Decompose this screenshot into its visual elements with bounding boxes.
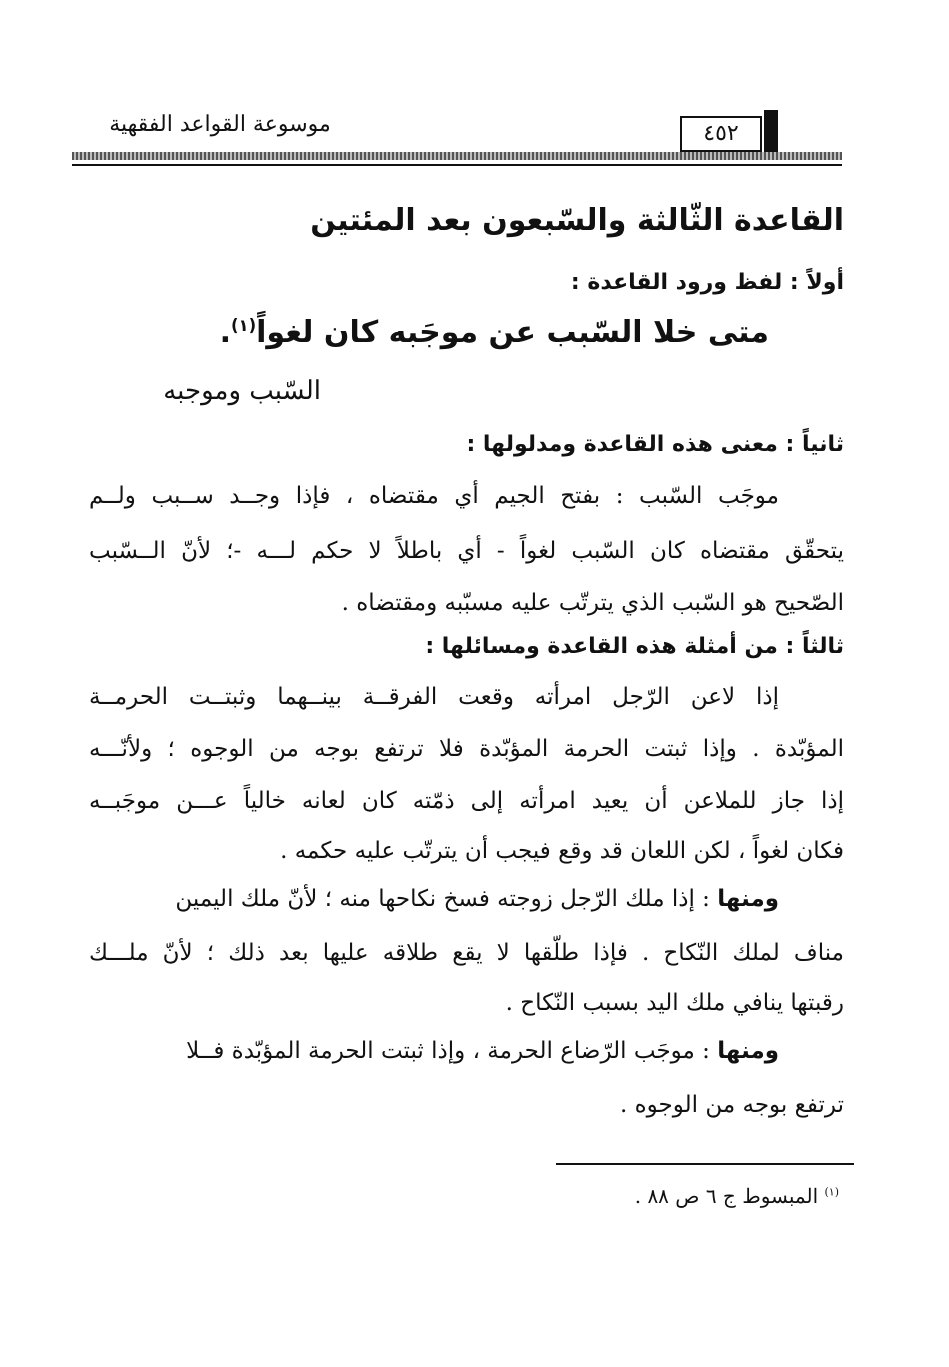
main-title: القاعدة الثّالثة والسّبعون بعد المئتين bbox=[310, 203, 844, 238]
section-heading-2: ثانياً : معنى هذه القاعدة ومدلولها : bbox=[466, 432, 844, 457]
example2-line-3: رقبتها ينافي ملك اليد بسبب النّكاح . bbox=[505, 990, 844, 1016]
rule-statement: متى خلا السّبب عن موجَبه كان لغواً$^{(١)}$. bbox=[219, 315, 769, 350]
section-heading-3: ثالثاً : من أمثلة هذه القاعدة ومسائلها : bbox=[425, 634, 844, 659]
section-heading-1: أولاً : لفظ ورود القاعدة : bbox=[570, 270, 844, 295]
example2-line-1 bbox=[175, 888, 779, 911]
example1-line-1: إذا لاعن الرّجل امرأته وقعت الفرقــة بينــهما وثبتــت الحرمــة bbox=[89, 684, 779, 710]
header-pattern-band bbox=[72, 152, 842, 160]
example1-line-4: فكان لغواً ، لكن اللعان قد وقع فيجب أن يترتّب عليه حكمه . bbox=[280, 838, 844, 864]
footnote bbox=[635, 1186, 839, 1206]
meaning-line-3: الصّحيح هو السّبب الذي يترتّب عليه مسبّبه ومقتضاه . bbox=[341, 590, 844, 616]
footnote-rule bbox=[556, 1163, 854, 1165]
example1-line-2: المؤبّدة . وإذا ثبتت الحرمة المؤبّدة فلا ترتفع بوجه من الوجوه ؛ ولأنّـــه bbox=[89, 736, 844, 762]
page-number: ٤٥٢ bbox=[680, 116, 762, 152]
meaning-line-1: موجَب السّبب : بفتح الجيم أي مقتضاه ، فإذا وجــد ســبب ولــم bbox=[89, 483, 779, 509]
footnote-text: المبسوط ج ٦ ص ٨٨ . bbox=[634, 1184, 819, 1208]
example3-lead: ومنها bbox=[717, 1038, 779, 1064]
example2-line-2: مناف لملك النّكاح . فإذا طلّقها لا يقع طلاقه عليها بعد ذلك ؛ لأنّ ملـــك bbox=[89, 940, 844, 966]
rule-subtitle: السّبب وموجبه bbox=[163, 376, 321, 406]
rule-text: متى خلا السّبب عن موجَبه كان لغواً bbox=[256, 315, 769, 350]
meaning-line-2: يتحقّق مقتضاه كان السّبب لغواً - أي باطلاً لا حكم لـــه -؛ لأنّ الــسّبب bbox=[89, 538, 844, 564]
header-rule bbox=[72, 164, 842, 166]
footnote-marker: (١) bbox=[824, 1185, 839, 1199]
example2-lead: ومنها bbox=[717, 886, 779, 912]
example2-line-1-text: : إذا ملك الرّجل زوجته فسخ نكاحها منه ؛ لأنّ ملك اليمين bbox=[175, 886, 710, 912]
example3-line-2: ترتفع بوجه من الوجوه . bbox=[619, 1092, 844, 1118]
header-book-title: موسوعة القواعد الفقهية bbox=[109, 112, 331, 137]
example3-line-1-text: : موجَب الرّضاع الحرمة ، وإذا ثبتت الحرمة المؤبّدة فــلا bbox=[186, 1038, 710, 1064]
page-number-box-shadow bbox=[764, 110, 778, 154]
rule-footnote-marker: (١) bbox=[230, 316, 257, 335]
example1-line-3: إذا جاز للملاعن أن يعيد امرأته إلى ذمّته كان لعانه خالياً عـــن موجَبــه bbox=[89, 788, 844, 814]
example3-line-1 bbox=[186, 1040, 779, 1063]
